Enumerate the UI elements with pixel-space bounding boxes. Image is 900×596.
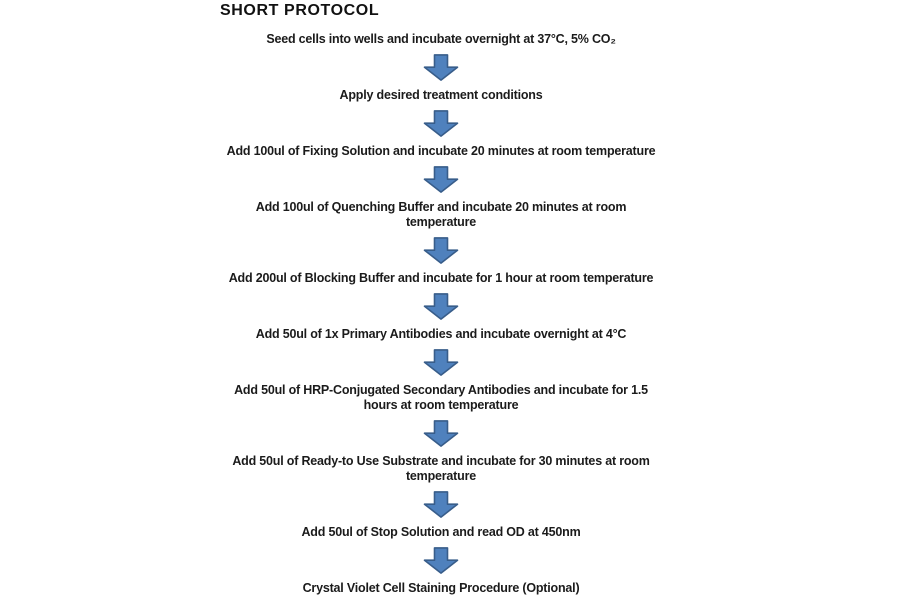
down-arrow-shape bbox=[425, 111, 458, 136]
step-text: temperature bbox=[405, 215, 477, 229]
step-primary-antibodies bbox=[256, 327, 626, 342]
step-substrate bbox=[232, 454, 649, 484]
step-text: Crystal Violet Cell Staining Procedure (Optional) bbox=[302, 581, 580, 595]
step-stop-solution bbox=[301, 525, 580, 540]
down-arrow-icon bbox=[423, 491, 459, 518]
down-arrow-icon bbox=[423, 547, 459, 574]
step-seed-cells bbox=[266, 32, 615, 47]
down-arrow-icon bbox=[423, 54, 459, 81]
down-arrow-shape bbox=[425, 238, 458, 263]
down-arrow-shape bbox=[425, 350, 458, 375]
down-arrow-shape bbox=[425, 294, 458, 319]
step-secondary-antibodies bbox=[234, 383, 648, 413]
down-arrow-icon bbox=[423, 293, 459, 320]
step-blocking-buffer bbox=[229, 271, 654, 286]
step-text: temperature bbox=[405, 469, 477, 483]
step-text: hours at room temperature bbox=[363, 398, 519, 412]
down-arrow-icon bbox=[423, 110, 459, 137]
step-text: Add 200ul of Blocking Buffer and incubate for 1 hour at room temperature bbox=[228, 271, 654, 285]
step-text: Seed cells into wells and incubate overnight at 37°C, 5% CO₂ bbox=[266, 32, 616, 46]
down-arrow-shape bbox=[425, 492, 458, 517]
down-arrow-icon bbox=[423, 166, 459, 193]
step-text: Add 100ul of Fixing Solution and incubate 20 minutes at room temperature bbox=[226, 144, 656, 158]
page-title: SHORT PROTOCOL bbox=[220, 2, 380, 19]
step-text: Apply desired treatment conditions bbox=[339, 88, 543, 102]
down-arrow-shape bbox=[425, 421, 458, 446]
down-arrow-shape bbox=[425, 548, 458, 573]
step-text: Add 50ul of 1x Primary Antibodies and incubate overnight at 4°C bbox=[255, 327, 627, 341]
step-text: Add 100ul of Quenching Buffer and incubate 20 minutes at room bbox=[255, 200, 627, 214]
step-quenching-buffer bbox=[256, 200, 627, 230]
step-apply-treatment bbox=[340, 88, 543, 103]
down-arrow-icon bbox=[423, 349, 459, 376]
step-text: Add 50ul of Ready-to Use Substrate and incubate for 30 minutes at room bbox=[232, 454, 650, 468]
down-arrow-shape bbox=[425, 55, 458, 80]
protocol-flowchart bbox=[0, 32, 882, 596]
step-text: Add 50ul of Stop Solution and read OD at 450nm bbox=[301, 525, 581, 539]
down-arrow-shape bbox=[425, 167, 458, 192]
down-arrow-icon bbox=[423, 420, 459, 447]
down-arrow-icon bbox=[423, 237, 459, 264]
step-fixing-solution bbox=[227, 144, 656, 159]
step-text: Add 50ul of HRP-Conjugated Secondary Antibodies and incubate for 1.5 bbox=[234, 383, 648, 397]
